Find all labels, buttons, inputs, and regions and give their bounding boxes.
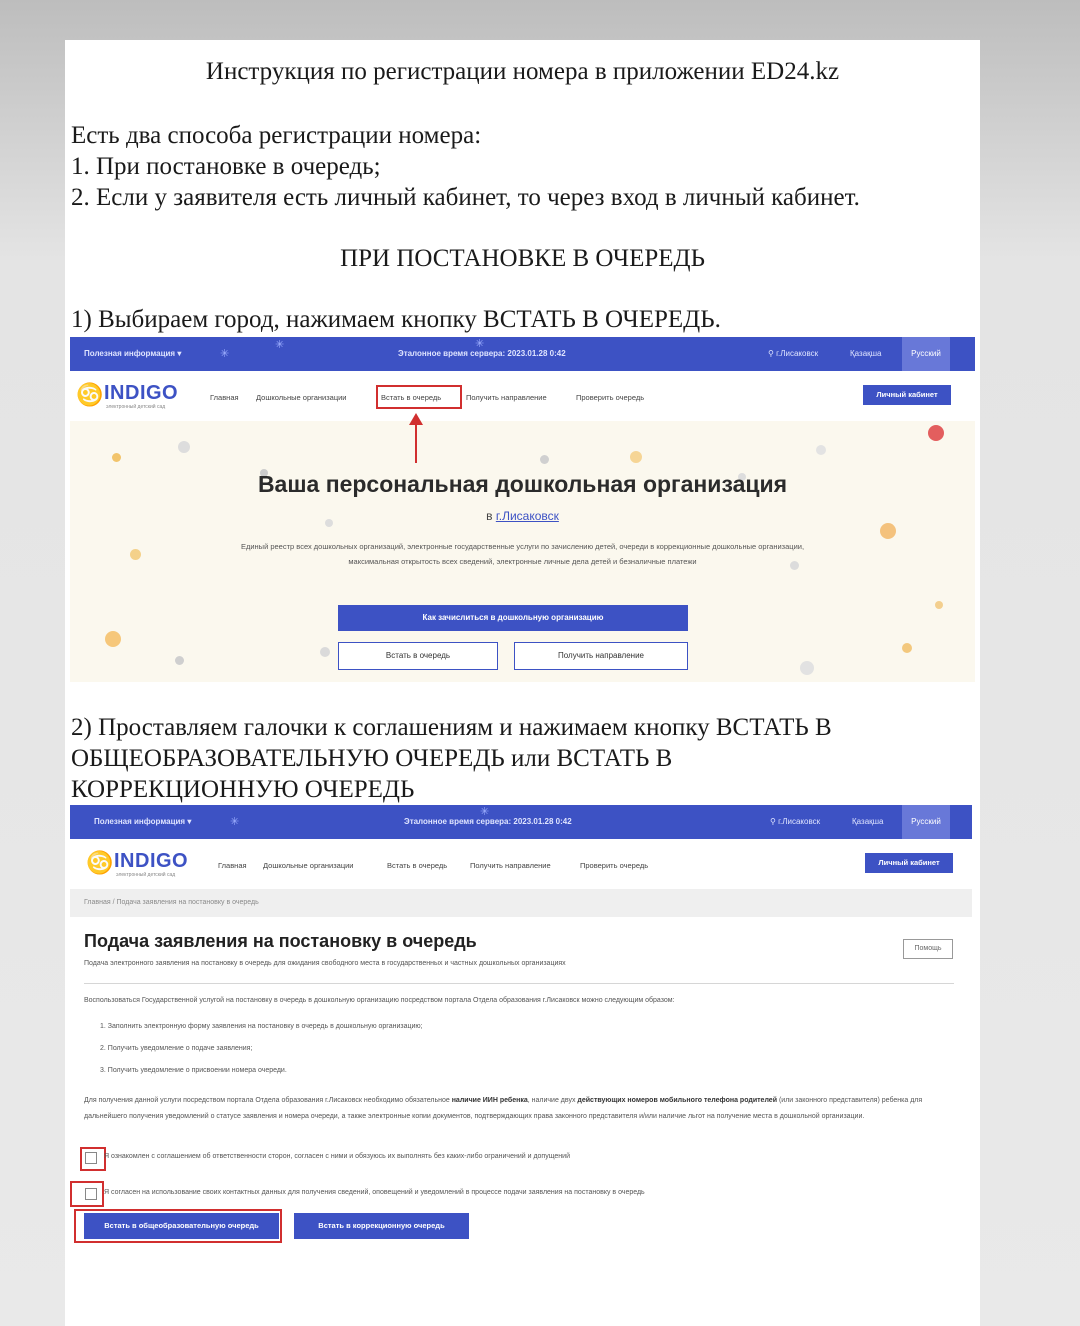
city-name: г.Лисаковск (778, 817, 821, 826)
nav-direction[interactable]: Получить направление (466, 393, 547, 402)
decor-dot (105, 631, 121, 647)
nav-check-queue[interactable]: Проверить очередь (580, 861, 649, 870)
step2-line: ОБЩЕОБРАЗОВАТЕЛЬНУЮ ОЧЕРЕДЬ или ВСТАТЬ В (71, 745, 673, 772)
lang-ru[interactable]: Русский (902, 805, 950, 839)
nav-check-queue[interactable]: Проверить очередь (576, 393, 645, 402)
decor-dot (935, 601, 943, 609)
how-to-enroll-button[interactable]: Как зачислиться в дошкольную организацию (338, 605, 688, 631)
nav-direction[interactable]: Получить направление (470, 861, 551, 870)
useful-info-menu[interactable]: Полезная информация ▾ (84, 349, 182, 358)
server-time: Эталонное время сервера: 2023.01.28 0:42 (404, 817, 572, 826)
nav-bar (70, 839, 972, 889)
help-button[interactable]: Помощь (903, 939, 953, 959)
nav-home[interactable]: Главная (210, 393, 239, 402)
form-title: Подача заявления на постановку в очередь (84, 931, 477, 951)
city-selector[interactable] (770, 817, 820, 826)
step2-line: КОРРЕКЦИОННУЮ ОЧЕРЕДЬ (71, 776, 415, 803)
hero-city-link[interactable]: г.Лисаковск (495, 509, 559, 523)
cabinet-button[interactable]: Личный кабинет (863, 385, 951, 405)
step2-text (71, 712, 951, 805)
snowflake-icon: ✳ (230, 816, 240, 828)
location-pin-icon: ⚲ (770, 817, 779, 826)
list-item: 3. Получить уведомление о присвоении номера очереди. (100, 1067, 287, 1074)
nav-bar (70, 371, 975, 421)
nav-organizations[interactable]: Дошкольные организации (263, 861, 354, 870)
requirements-bold: действующих номеров мобильного телефона родителей (577, 1097, 778, 1104)
screenshot-application-form (70, 805, 972, 1305)
requirements-text: (или законного представителя) ребенка для дальнейшего получения уведомлений о статусе заявления и номера очереди, а также электронные копии документов, подтверждающих права законного представителя и/или наличие льгот на получение места в дошкольной организации. (84, 1097, 923, 1120)
city-name: г.Лисаковск (776, 349, 819, 358)
highlight-box (376, 385, 462, 409)
section-heading: ПРИ ПОСТАНОВКЕ В ОЧЕРЕДЬ (340, 245, 705, 272)
requirements-paragraph (84, 1093, 934, 1125)
nav-home[interactable]: Главная (218, 861, 247, 870)
get-direction-button[interactable]: Получить направление (514, 642, 688, 670)
arrow-shaft (415, 421, 417, 463)
instruction-page (65, 40, 980, 1326)
hero-section (70, 421, 975, 682)
document-title: Инструкция по регистрации номера в приложении ED24.kz (205, 58, 840, 85)
lang-ru[interactable]: Русский (902, 337, 950, 371)
decor-dot (540, 455, 549, 464)
decor-dot (178, 441, 190, 453)
intro-line: Есть два способа регистрации номера: (71, 122, 482, 149)
nav-organizations[interactable]: Дошкольные организации (256, 393, 347, 402)
intro-line: 2. Если у заявителя есть личный кабинет, то через вход в личный кабинет. (71, 184, 860, 211)
join-queue-button[interactable]: Встать в очередь (338, 642, 498, 670)
form-subtitle: Подача электронного заявления на постановку в очередь для ожидания свободного места в государственных и частных дошкольных организациях (84, 960, 566, 967)
decor-dot (320, 647, 330, 657)
screenshot-home (70, 337, 975, 682)
nav-queue[interactable]: Встать в очередь (387, 861, 448, 870)
breadcrumb-text[interactable]: Главная / Подача заявления на постановку в очередь (84, 899, 259, 906)
lang-kz[interactable]: Қазақша (852, 817, 884, 826)
intro-paragraph: Воспользоваться Государственной услугой на постановку в очередь в дошкольную организацию посредством портала Отдела образования г.Лисаковск можно следующим образом: (84, 997, 675, 1004)
logo-name: INDIGO (114, 850, 189, 872)
hero-city (70, 509, 975, 523)
hero-description: Единый реестр всех дошкольных организаций, электронные государственные услуги по зачислению детей, очереди в коррекционные дошкольные организации, максимальная открытость всех сведений, электронные личные дела детей и безналичные платежи (240, 542, 805, 566)
list-item: 1. Заполнить электронную форму заявления на постановку в очередь в дошкольную организацию; (100, 1023, 423, 1030)
decor-dot (175, 656, 184, 665)
logo-tagline: электронный детский сад (116, 872, 176, 878)
decor-dot (928, 425, 944, 441)
server-time: Эталонное время сервера: 2023.01.28 0:42 (398, 349, 566, 358)
agreement1-label: Я ознакомлен с соглашением об ответственности сторон, согласен с ними и обязуюсь их выполнять без каких-либо ограничений и допущений (104, 1153, 570, 1160)
decor-dot (880, 523, 896, 539)
agreement1-checkbox[interactable] (85, 1152, 97, 1164)
intro-text (71, 120, 860, 213)
location-pin-icon: ⚲ (768, 349, 777, 358)
top-bar (70, 337, 975, 371)
logo-tagline: электронный детский сад (106, 404, 166, 410)
step1-text: 1) Выбираем город, нажимаем кнопку ВСТАТЬ В ОЧЕРЕДЬ. (71, 306, 721, 333)
nav-queue[interactable]: Встать в очередь (381, 393, 442, 402)
top-bar (70, 805, 972, 839)
list-item: 2. Получить уведомление о подаче заявления; (100, 1045, 253, 1052)
hero-city-prefix: в (486, 509, 493, 523)
decor-dot (130, 549, 141, 560)
agreement2-checkbox[interactable] (85, 1188, 97, 1200)
decor-dot (630, 451, 642, 463)
requirements-bold: наличие ИИН ребенка (451, 1097, 528, 1104)
cabinet-button[interactable]: Личный кабинет (865, 853, 953, 873)
breadcrumb (70, 889, 972, 917)
requirements-text: Для получения данной услуги посредством портала Отдела образования г.Лисаковск необходимо обязательное (84, 1097, 450, 1104)
decor-dot (902, 643, 912, 653)
general-queue-button[interactable]: Встать в общеобразовательную очередь (84, 1213, 279, 1239)
divider (84, 983, 954, 984)
hero-title: Ваша персональная дошкольная организация (257, 471, 788, 497)
useful-info-menu[interactable]: Полезная информация ▾ (94, 817, 192, 826)
decor-dot (112, 453, 121, 462)
intro-line: 1. При постановке в очередь; (71, 153, 381, 180)
decor-dot (816, 445, 826, 455)
logo-name: INDIGO (104, 382, 179, 404)
snowflake-icon: ✳ (480, 806, 490, 818)
requirements-text: , наличие двух (527, 1097, 576, 1104)
step2-line: 2) Проставляем галочки к соглашениям и нажимаем кнопку ВСТАТЬ В (71, 714, 832, 741)
decor-dot (800, 661, 814, 675)
city-selector[interactable] (768, 349, 818, 358)
snowflake-icon: ✳ (475, 338, 485, 350)
agreement2-label: Я согласен на использование своих контактных данных для получения сведений, оповещений и уведомлений в процессе подачи заявления на постановку в очередь (104, 1189, 645, 1196)
child-icon: ♋ (76, 382, 104, 407)
lang-kz[interactable]: Қазақша (850, 349, 882, 358)
snowflake-icon: ✳ (275, 339, 285, 351)
snowflake-icon: ✳ (220, 348, 230, 360)
correction-queue-button[interactable]: Встать в коррекционную очередь (294, 1213, 469, 1239)
child-icon: ♋ (86, 850, 114, 875)
